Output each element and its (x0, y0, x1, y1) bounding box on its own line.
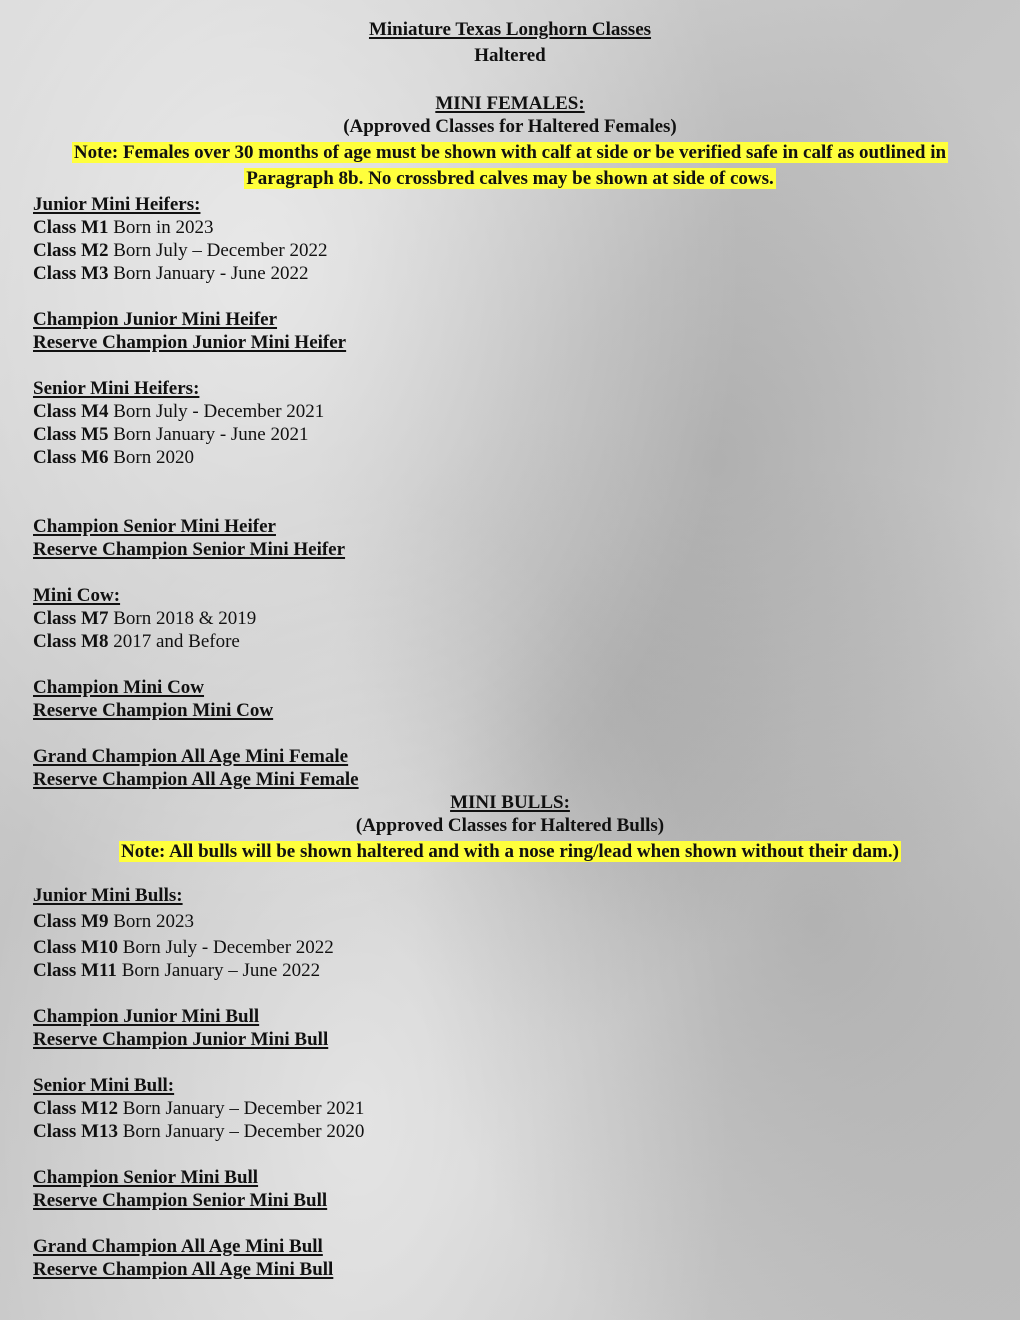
class-desc: Born July – December 2022 (108, 240, 328, 261)
bulls-note-line (0, 840, 1020, 863)
class-code: Class M3 (33, 263, 109, 284)
class-desc: Born 2023 (108, 911, 194, 932)
class-desc: Born January – June 2022 (116, 960, 321, 981)
bulls-note-text: Note: All bulls will be shown haltered and with a nose ring/lead when shown without their dam.) (121, 841, 899, 862)
class-code: Class M12 (33, 1098, 118, 1119)
grand-champion-female: Grand Champion All Age Mini Female (33, 746, 349, 767)
females-note-text-2: Paragraph 8b. No crossbred calves may be shown at side of cows. (246, 168, 774, 189)
junior-heifers-heading: Junior Mini Heifers: (33, 194, 201, 215)
class-row (33, 936, 334, 959)
class-row (33, 1120, 364, 1143)
champion-senior-bull: Champion Senior Mini Bull (33, 1167, 259, 1188)
grand-champion-bull: Grand Champion All Age Mini Bull (33, 1236, 323, 1257)
class-row (33, 216, 214, 239)
class-code: Class M4 (33, 401, 109, 422)
class-row (33, 423, 308, 446)
reserve-mini-cow: Reserve Champion Mini Cow (33, 700, 274, 721)
class-code: Class M6 (33, 447, 109, 468)
champion-mini-cow: Champion Mini Cow (33, 677, 205, 698)
mini-cow-heading: Mini Cow: (33, 585, 121, 606)
class-desc: Born in 2023 (108, 217, 214, 238)
reserve-grand-bull: Reserve Champion All Age Mini Bull (33, 1259, 334, 1280)
class-row (33, 262, 308, 285)
females-heading: MINI FEMALES: (435, 93, 585, 114)
senior-heifers-heading: Senior Mini Heifers: (33, 378, 200, 399)
class-row (33, 446, 194, 469)
class-row (33, 959, 320, 982)
class-row (33, 607, 256, 630)
class-row (33, 910, 194, 933)
class-code: Class M9 (33, 911, 109, 932)
page-title: Miniature Texas Longhorn Classes (368, 19, 652, 40)
class-code: Class M11 (33, 960, 117, 981)
reserve-junior-bull: Reserve Champion Junior Mini Bull (33, 1029, 329, 1050)
class-desc: Born 2020 (108, 447, 194, 468)
class-code: Class M5 (33, 424, 109, 445)
females-note-line-2 (0, 167, 1020, 190)
class-desc: Born July - December 2022 (117, 937, 334, 958)
class-code: Class M1 (33, 217, 109, 238)
class-row (33, 400, 324, 423)
reserve-senior-heifer: Reserve Champion Senior Mini Heifer (33, 539, 346, 560)
page-subtitle: Haltered (474, 45, 546, 66)
class-row (33, 630, 240, 653)
females-note-line-1 (0, 141, 1020, 164)
class-row (33, 239, 327, 262)
senior-bull-heading: Senior Mini Bull: (33, 1075, 175, 1096)
reserve-grand-female: Reserve Champion All Age Mini Female (33, 769, 359, 790)
class-code: Class M10 (33, 937, 118, 958)
reserve-senior-bull: Reserve Champion Senior Mini Bull (33, 1190, 328, 1211)
class-code: Class M13 (33, 1121, 118, 1142)
champion-senior-heifer: Champion Senior Mini Heifer (33, 516, 276, 537)
class-desc: Born 2018 & 2019 (108, 608, 257, 629)
class-desc: Born January – December 2021 (117, 1098, 365, 1119)
junior-bulls-heading: Junior Mini Bulls: (33, 885, 183, 906)
champion-junior-bull: Champion Junior Mini Bull (33, 1006, 260, 1027)
class-desc: Born January – December 2020 (117, 1121, 365, 1142)
bulls-heading: MINI BULLS: (450, 792, 570, 813)
class-row (33, 1097, 364, 1120)
class-code: Class M7 (33, 608, 109, 629)
class-code: Class M8 (33, 631, 109, 652)
bulls-approved-note: (Approved Classes for Haltered Bulls) (355, 815, 665, 836)
females-approved-note: (Approved Classes for Haltered Females) (343, 116, 677, 137)
females-note-text-1: Note: Females over 30 months of age must be shown with calf at side or be verified safe in calf as outlined in (73, 142, 947, 163)
class-desc: Born January - June 2022 (108, 263, 309, 284)
class-desc: Born July - December 2021 (108, 401, 325, 422)
reserve-junior-heifer: Reserve Champion Junior Mini Heifer (33, 332, 347, 353)
class-desc: 2017 and Before (108, 631, 240, 652)
class-desc: Born January - June 2021 (108, 424, 309, 445)
champion-junior-heifer: Champion Junior Mini Heifer (33, 309, 278, 330)
class-code: Class M2 (33, 240, 109, 261)
